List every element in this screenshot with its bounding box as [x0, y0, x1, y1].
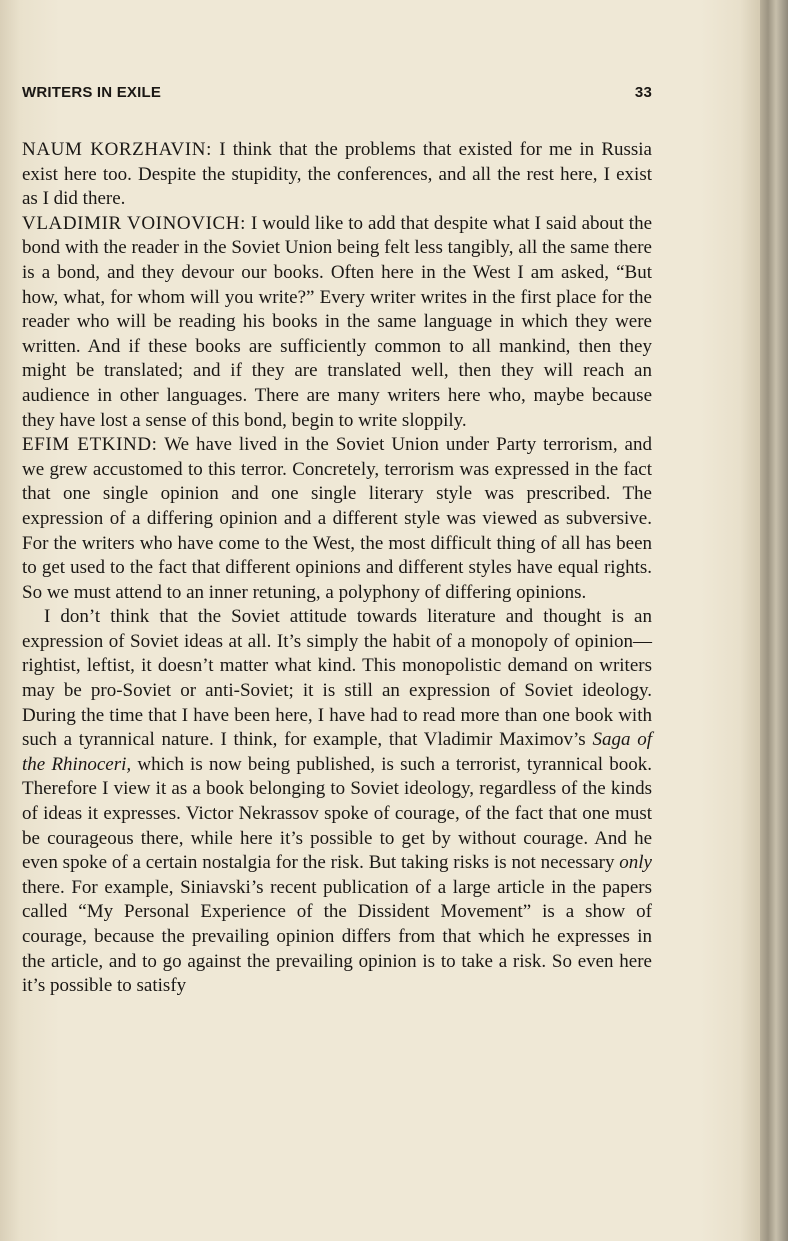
- book-title-italic: Saga of the Rhinoceri,: [22, 729, 652, 775]
- paragraph-text: I would like to add that despite what I said about the bond with the reader in the Soviet Union being felt less tangibly, all the same there is a bond, and they devour our books. Often here in the West I am asked, “But how, what, for whom will you write?” Every writer writes in the first place for the reader who will be reading his books in the same language in which they were written. And if these books are sufficiently common to all mankind, then they might be translated; and if they are translated well, then they will reach an audience in other languages. There are many writers here who, maybe because they have lost a sense of this bond, begin to write sloppily.: [22, 212, 652, 431]
- speaker-name: VLADIMIR VOINOVICH:: [22, 212, 246, 234]
- paragraph-korzhavin: [22, 138, 652, 212]
- page-number: 33: [634, 84, 652, 101]
- paragraph-voinovich: [22, 212, 652, 433]
- speaker-name: EFIM ETKIND:: [22, 434, 158, 456]
- paragraph-text: I think that the problems that existed for me in Russia exist here too. Despite the stupidity, the conferences, and all the rest here, I exist as I did there.: [22, 139, 652, 210]
- paragraph-text: which is now being published, is such a terrorist, tyrannical book. Therefore I view it as a book belonging to Soviet ideology, regardless of the kinds of ideas it expresses. Victor Nekrassov spoke of courage, of the fact that one must be courageous there, while here it’s possible to get by without courage. And he even spoke of a certain nostalgia for the risk. But taking risks is not necessary: [22, 753, 653, 874]
- running-head-title: WRITERS IN EXILE: [22, 84, 162, 101]
- paragraph-etkind-continued: [22, 605, 652, 999]
- running-head: [22, 84, 652, 106]
- body-text: [22, 138, 652, 999]
- paragraph-etkind: [22, 433, 652, 605]
- paragraph-text: I don’t think that the Soviet attitude towards literature and thought is an expression of Soviet ideas at all. It’s simply the habit of a monopoly of opinion—rightist, leftist, it doesn’t matter what kind. This monopolistic demand on writers may be pro-Soviet or anti-Soviet; it is still an expression of Soviet ideology. During the time that I have been here, I have had to read more than one book with such a tyrannical nature. I think, for example, that Vladimir Maximov’s: [22, 606, 652, 751]
- book-spine-shadow: [760, 0, 788, 1241]
- paragraph-text: We have lived in the Soviet Union under Party terrorism, and we grew accustomed to this terror. Concretely, terrorism was expressed in the fact that one single opinion and one single literary style was prescribed. The expression of a differing opinion and a different style was viewed as subversive. For the writers who have come to the West, the most difficult thing of all has been to get used to the fact that different opinions and different styles have equal rights. So we must attend to an inner retuning, a polyphony of differing opinions.: [22, 434, 652, 603]
- emphasis-italic: only: [619, 852, 652, 874]
- paragraph-text: there. For example, Siniavski’s recent publication of a large article in the papers called “My Personal Experience of the Dissident Movement” is a show of courage, because the prevailing opinion differs from that which he expresses in the article, and to go against the prevailing opinion is to take a risk. So even here it’s possible to satisfy: [22, 876, 652, 997]
- speaker-name: NAUM KORZHAVIN:: [22, 139, 213, 160]
